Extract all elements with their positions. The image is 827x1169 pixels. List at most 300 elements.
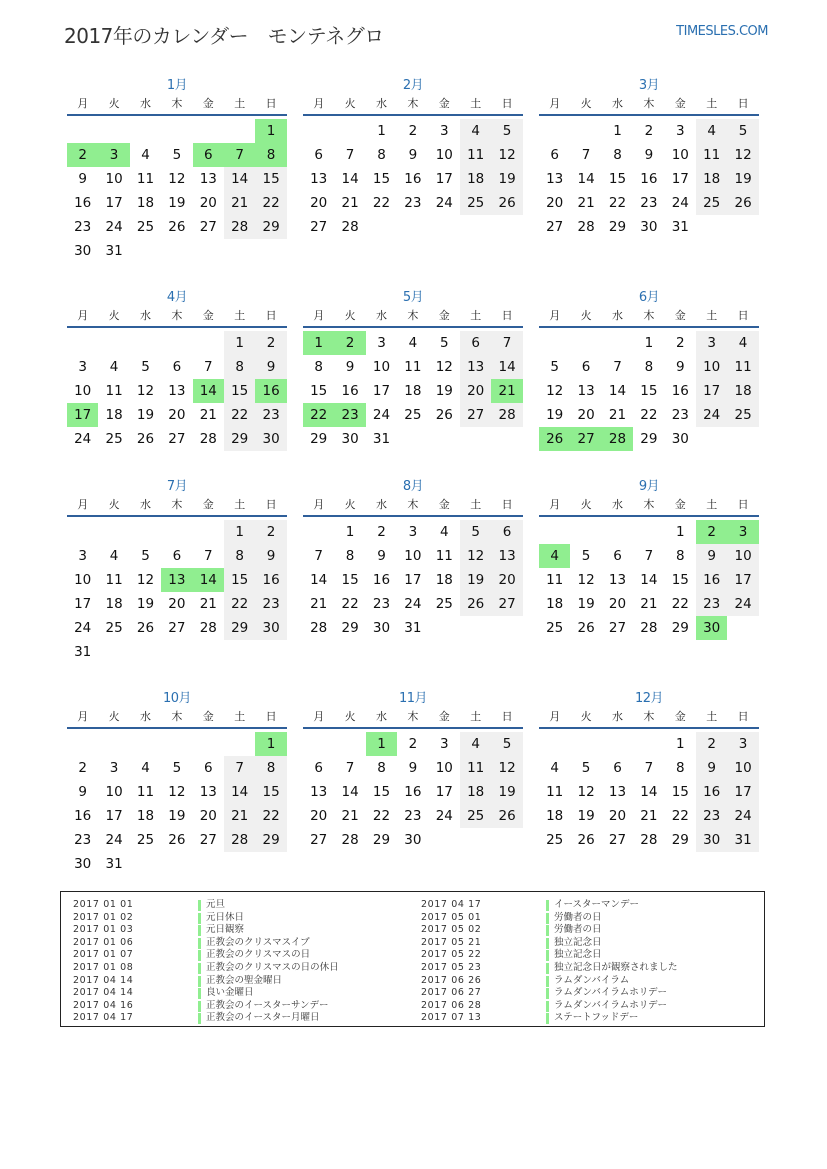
day-cell: 15 [372,784,391,800]
weekday-label: 日 [265,498,277,511]
day-cell: 9 [696,544,727,568]
weekday-label: 日 [265,97,277,110]
day-cell: 23 [255,403,286,427]
day-cell: 15 [255,167,286,191]
day-cell: 27 [168,620,186,636]
day-cell: 30 [341,431,359,447]
day-cell: 13 [546,171,564,187]
holiday-date: 2017 07 13 [421,1012,482,1024]
day-cell: 13 [608,784,627,800]
day-cell: 31 [372,431,391,447]
day-cell: 7 [644,760,654,776]
day-cell: 24 [372,407,391,423]
day-cell: 20 [491,568,522,592]
day-cell: 20 [310,808,328,824]
day-cell: 16 [74,195,92,211]
day-cell: 30 [74,856,92,872]
holiday-marker [546,976,549,987]
day-cell: 17 [105,195,123,211]
day-cell: 26 [168,832,186,848]
holiday-marker [546,950,549,961]
day-cell: 21 [310,596,328,612]
day-cell: 20 [460,379,491,403]
day-cell: 7 [345,760,355,776]
month-rule [303,727,523,729]
day-cell: 27 [168,431,186,447]
day-cell: 8 [377,760,386,776]
weekday-label: 月 [313,309,325,322]
holiday-day-cell: 1 [255,732,286,756]
weekday-label: 火 [344,309,356,322]
month-rule [539,326,759,328]
weekday-label: 水 [375,97,387,110]
day-cell: 14 [491,355,522,379]
day-cell: 1 [224,331,255,355]
day-cell: 7 [203,359,213,375]
holiday-date: 2017 01 08 [73,962,134,973]
holiday-name: 良い金曜日 [206,987,254,999]
day-cell: 14 [341,171,359,187]
holiday-day-cell: 2 [67,143,98,167]
holiday-date: 2017 05 02 [421,924,482,936]
day-cell: 14 [310,572,328,588]
day-cell: 17 [671,171,689,187]
day-cell: 3 [439,123,449,139]
day-cell: 19 [577,808,595,824]
day-cell: 17 [727,568,758,592]
day-cell: 25 [460,191,491,215]
day-cell: 25 [696,191,727,215]
weekday-label: 水 [139,97,151,110]
holiday-date: 2017 04 14 [73,974,134,986]
day-cell: 26 [136,431,155,447]
day-cell: 22 [671,808,689,824]
day-cell: 28 [310,620,328,636]
day-cell: 16 [404,784,422,800]
day-cell: 13 [199,171,217,187]
day-cell: 14 [640,572,658,588]
day-cell: 27 [546,219,564,235]
day-cell: 24 [404,596,422,612]
holiday-date: 2017 06 27 [421,987,482,999]
day-cell: 25 [136,832,155,848]
holiday-date: 2017 01 07 [73,949,134,961]
day-cell: 1 [224,520,255,544]
day-cell: 28 [341,832,359,848]
month-name: 10月 [162,691,192,706]
day-cell: 13 [608,572,627,588]
holiday-name: ラムダンバイラムホリデー [554,987,668,999]
day-cell: 17 [372,383,391,399]
weekday-label: 金 [674,498,686,511]
day-cell: 22 [341,596,359,612]
holiday-marker [546,913,549,924]
day-cell: 23 [671,407,689,423]
day-cell: 14 [224,167,255,191]
day-cell: 15 [671,572,689,588]
day-cell: 30 [696,828,727,852]
day-cell: 23 [404,808,422,824]
weekday-label: 月 [313,498,325,511]
holiday-name: 元日観察 [206,924,245,936]
day-cell: 3 [109,760,119,776]
day-cell: 28 [640,832,658,848]
day-cell: 6 [613,548,622,564]
day-cell: 26 [460,592,491,616]
weekday-label: 金 [438,97,450,110]
day-cell: 27 [460,403,491,427]
holiday-date: 2017 04 17 [421,899,482,910]
holiday-marker [546,925,549,936]
holiday-marker [546,1013,549,1024]
holiday-date: 2017 01 02 [73,911,134,923]
weekday-label: 月 [313,97,325,110]
day-cell: 27 [199,832,217,848]
weekday-label: 火 [580,710,592,723]
day-cell: 28 [640,620,658,636]
month-name: 11月 [398,691,428,706]
month-name: 9月 [638,479,660,494]
day-cell: 16 [696,568,727,592]
day-cell: 21 [199,596,217,612]
weekday-label: 金 [202,710,214,723]
day-cell: 26 [491,804,522,828]
day-cell: 25 [546,620,564,636]
day-cell: 5 [491,119,522,143]
day-cell: 28 [199,431,217,447]
day-cell: 12 [460,544,491,568]
day-cell: 9 [675,359,685,375]
day-cell: 9 [78,171,87,187]
weekday-label: 水 [611,498,623,511]
day-cell: 10 [696,355,727,379]
day-cell: 10 [74,383,92,399]
weekday-label: 火 [580,309,592,322]
day-cell: 30 [74,243,92,259]
weekday-label: 木 [171,710,183,723]
weekday-label: 金 [674,309,686,322]
weekday-label: 月 [549,97,561,110]
holiday-date: 2017 04 17 [73,1012,134,1024]
day-cell: 28 [199,620,217,636]
day-cell: 5 [141,548,150,564]
day-cell: 10 [727,544,758,568]
day-cell: 20 [577,407,595,423]
holiday-day-cell: 8 [255,143,286,167]
holiday-day-cell: 6 [193,143,224,167]
holiday-marker [198,1013,201,1024]
weekday-label: 日 [737,498,749,511]
day-cell: 29 [640,431,658,447]
day-cell: 21 [608,407,627,423]
day-cell: 22 [255,191,286,215]
day-cell: 8 [224,355,255,379]
weekday-label: 金 [674,710,686,723]
weekday-label: 土 [470,710,482,723]
day-cell: 6 [550,147,559,163]
holiday-name: 正教会のクリスマスの日 [206,949,311,961]
day-cell: 25 [546,832,564,848]
day-cell: 21 [199,407,217,423]
day-cell: 8 [255,756,286,780]
day-cell: 19 [435,383,453,399]
weekday-label: 火 [108,309,120,322]
day-cell: 6 [581,359,591,375]
day-cell: 18 [136,808,155,824]
day-cell: 29 [372,832,391,848]
holiday-name: 元旦 [206,899,226,910]
day-cell: 6 [613,760,622,776]
day-cell: 28 [341,219,359,235]
holiday-day-cell: 13 [161,568,192,592]
day-cell: 3 [675,123,685,139]
day-cell: 30 [640,219,658,235]
day-cell: 2 [255,331,286,355]
day-cell: 1 [644,335,654,351]
holiday-date: 2017 05 21 [421,936,482,948]
day-cell: 20 [168,596,186,612]
month-name: 4月 [166,290,188,305]
day-cell: 2 [377,524,386,540]
holiday-name: 独立記念日 [554,949,602,961]
day-cell: 8 [314,359,323,375]
day-cell: 31 [105,856,123,872]
day-cell: 16 [696,780,727,804]
day-cell: 25 [105,431,123,447]
holiday-day-cell: 2 [334,331,365,355]
holiday-day-cell: 28 [602,427,633,451]
holiday-name: 正教会のイースターサンデー [206,999,329,1011]
day-cell: 21 [341,808,359,824]
day-cell: 19 [460,568,491,592]
holiday-day-cell: 22 [303,403,334,427]
holiday-day-cell: 4 [539,544,570,568]
day-cell: 11 [136,784,155,800]
day-cell: 21 [224,804,255,828]
day-cell: 11 [435,548,453,564]
holiday-day-cell: 23 [334,403,365,427]
holiday-marker [198,950,201,961]
weekday-label: 木 [643,309,655,322]
day-cell: 8 [345,548,355,564]
day-cell: 13 [460,355,491,379]
day-cell: 6 [172,548,182,564]
weekday-label: 火 [108,710,120,723]
day-cell: 16 [255,568,286,592]
day-cell: 18 [460,780,491,804]
month-rule [67,515,287,517]
weekday-label: 水 [375,498,387,511]
holiday-date: 2017 05 01 [421,911,482,923]
day-cell: 10 [74,572,92,588]
weekday-label: 日 [501,710,513,723]
month-name: 12月 [634,691,664,706]
day-cell: 2 [255,520,286,544]
day-cell: 29 [671,620,689,636]
holiday-marker [198,938,201,949]
day-cell: 12 [168,171,186,187]
weekday-label: 土 [234,498,246,511]
day-cell: 25 [136,219,155,235]
day-cell: 3 [439,736,449,752]
day-cell: 4 [727,331,758,355]
weekday-label: 月 [313,710,325,723]
weekday-label: 月 [549,710,561,723]
weekday-label: 月 [549,309,561,322]
day-cell: 7 [613,359,622,375]
holiday-marker [546,900,549,911]
day-cell: 5 [581,760,591,776]
month-rule [303,114,523,116]
day-cell: 18 [404,383,422,399]
weekday-label: 水 [139,309,151,322]
holiday-marker [198,900,201,911]
weekday-label: 火 [344,498,356,511]
holiday-name: 正教会のクリスマスの日の休日 [206,962,339,973]
day-cell: 27 [491,592,522,616]
day-cell: 5 [727,119,758,143]
day-cell: 11 [460,143,491,167]
day-cell: 5 [581,548,591,564]
day-cell: 17 [696,379,727,403]
holiday-marker [546,963,549,974]
day-cell: 9 [408,147,418,163]
day-cell: 3 [377,335,386,351]
day-cell: 4 [439,524,449,540]
weekday-label: 木 [171,97,183,110]
day-cell: 15 [224,568,255,592]
day-cell: 13 [168,383,186,399]
day-cell: 21 [640,596,658,612]
holiday-name: 労働者の日 [554,924,602,936]
day-cell: 19 [546,407,564,423]
weekday-label: 金 [202,498,214,511]
day-cell: 11 [404,359,422,375]
day-cell: 11 [546,572,564,588]
weekday-label: 火 [580,498,592,511]
weekday-label: 日 [501,309,513,322]
day-cell: 26 [577,620,595,636]
day-cell: 30 [372,620,391,636]
day-cell: 30 [255,616,286,640]
day-cell: 27 [608,832,627,848]
day-cell: 29 [255,828,286,852]
weekday-label: 火 [108,97,120,110]
day-cell: 3 [408,524,418,540]
day-cell: 9 [377,548,386,564]
weekday-label: 土 [470,97,482,110]
day-cell: 5 [172,147,182,163]
day-cell: 20 [310,195,328,211]
day-cell: 13 [577,383,595,399]
day-cell: 26 [727,191,758,215]
holiday-name: 元日休日 [206,911,245,923]
day-cell: 29 [608,219,627,235]
weekday-label: 月 [77,97,89,110]
weekday-label: 日 [737,710,749,723]
day-cell: 5 [141,359,150,375]
month-name: 6月 [638,290,660,305]
day-cell: 18 [546,808,564,824]
month-name: 2月 [402,78,424,93]
day-cell: 5 [439,335,449,351]
holiday-date: 2017 01 06 [73,936,134,948]
month-name: 1月 [166,78,188,93]
holiday-name: 独立記念日が観察されました [554,962,678,973]
weekday-label: 水 [375,710,387,723]
day-cell: 8 [224,544,255,568]
holiday-name: ステートフッドデー [554,1012,639,1024]
day-cell: 24 [74,620,92,636]
day-cell: 21 [341,195,359,211]
weekday-label: 土 [470,498,482,511]
day-cell: 26 [577,832,595,848]
day-cell: 1 [675,524,685,540]
day-cell: 31 [671,219,689,235]
weekday-label: 土 [706,498,718,511]
month-rule [67,326,287,328]
day-cell: 2 [696,732,727,756]
day-cell: 31 [404,620,422,636]
day-cell: 10 [671,147,689,163]
holiday-date: 2017 06 26 [421,974,482,986]
day-cell: 2 [408,736,418,752]
day-cell: 18 [136,195,155,211]
day-cell: 25 [435,596,453,612]
month-rule [539,114,759,116]
day-cell: 2 [78,760,87,776]
weekday-label: 金 [438,710,450,723]
weekday-label: 月 [77,309,89,322]
day-cell: 12 [577,572,595,588]
day-cell: 12 [577,784,595,800]
day-cell: 25 [105,620,123,636]
weekday-label: 水 [611,710,623,723]
day-cell: 1 [613,123,622,139]
holiday-date: 2017 04 14 [73,987,134,999]
weekday-label: 木 [643,498,655,511]
day-cell: 23 [640,195,658,211]
day-cell: 30 [255,427,286,451]
weekday-label: 土 [234,710,246,723]
weekday-label: 木 [407,710,419,723]
day-cell: 1 [345,524,355,540]
day-cell: 18 [727,379,758,403]
day-cell: 22 [224,403,255,427]
holiday-date: 2017 05 23 [421,962,482,973]
holiday-day-cell: 27 [570,427,601,451]
holiday-marker [198,976,201,987]
day-cell: 19 [168,808,186,824]
day-cell: 10 [404,548,422,564]
day-cell: 19 [136,407,155,423]
day-cell: 12 [136,383,155,399]
month-name: 3月 [638,78,660,93]
day-cell: 7 [203,548,213,564]
day-cell: 19 [168,195,186,211]
day-cell: 12 [491,143,522,167]
site-logo[interactable]: TIMESLES.COM [676,24,768,39]
day-cell: 14 [577,171,595,187]
holiday-name: ラムダンバイラムホリデー [554,999,668,1011]
day-cell: 17 [727,780,758,804]
weekday-label: 土 [234,97,246,110]
day-cell: 29 [671,832,689,848]
day-cell: 9 [255,355,286,379]
holiday-name: 正教会の聖金曜日 [206,974,283,986]
weekday-label: 木 [171,309,183,322]
day-cell: 7 [491,331,522,355]
